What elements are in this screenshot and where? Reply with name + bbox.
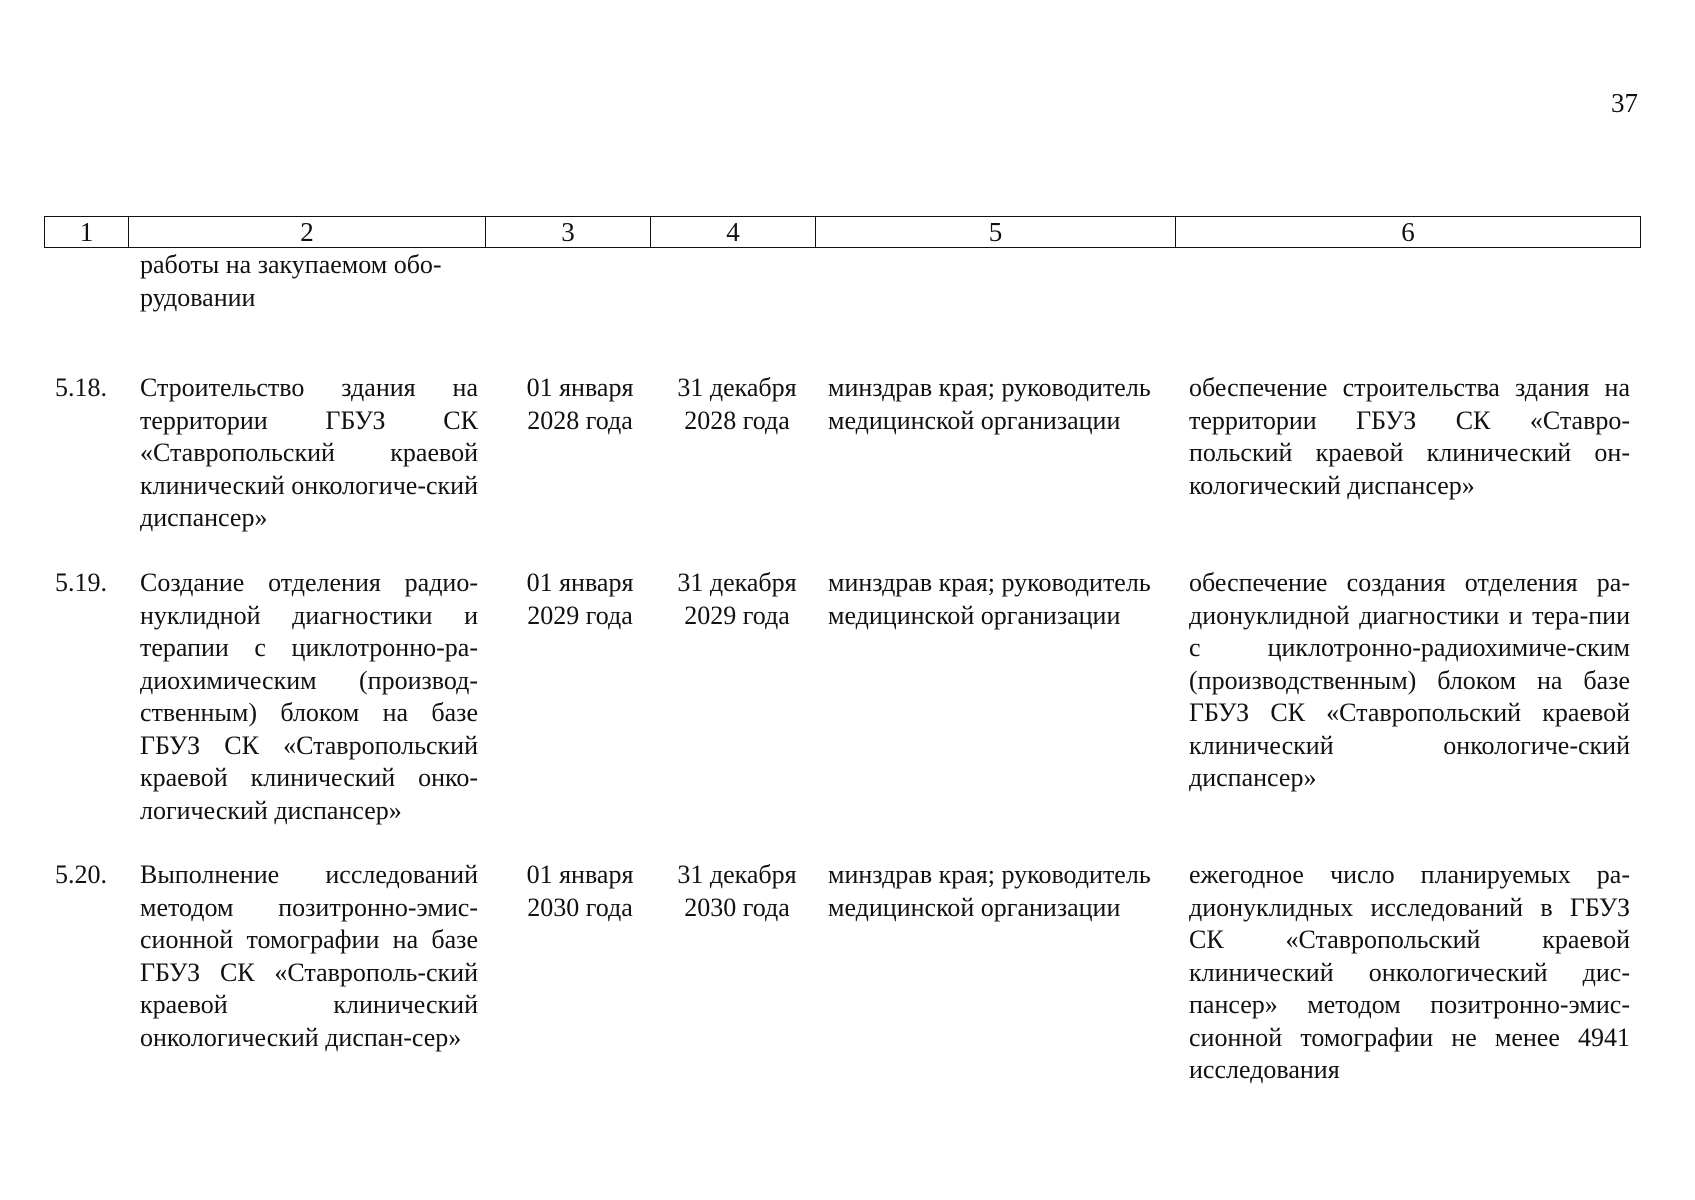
responsible-party: минздрав края; руководитель медицинской организации <box>828 568 1151 630</box>
page-number: 37 <box>1611 88 1638 118</box>
column-header-2: 2 <box>129 217 486 248</box>
end-date: 31 декабря 2029 года <box>677 568 797 630</box>
expected-result: ежегодное число планируемых ра-дионуклидных исследований в ГБУЗ СК «Ставропольский краевой клинический онкологический дис-пансер» методом позитронно-эмис-сионной томографии не менее 4941 исследования <box>1189 860 1630 1084</box>
responsible-party: минздрав края; руководитель медицинской организации <box>828 860 1151 922</box>
start-date: 01 января 2028 года <box>526 373 634 435</box>
row-number: 5.20. <box>55 860 107 889</box>
start-date: 01 января 2029 года <box>526 568 634 630</box>
start-date: 01 января 2030 года <box>526 860 634 922</box>
measure-name: Создание отделения радио-нуклидной диагностики и терапии с циклотронно-ра-диохимическим (производ-ственным) блоком на базе ГБУЗ СК «Ставропольский краевой клинический онко-логический диспансер» <box>140 568 478 825</box>
measure-name: Выполнение исследований методом позитронно-эмис-сионной томографии на базе ГБУЗ СК «Ставрополь-ский краевой клинический онкологический диспан-сер» <box>140 860 478 1052</box>
column-header-4: 4 <box>651 217 816 248</box>
responsible-party: минздрав края; руководитель медицинской организации <box>828 373 1151 435</box>
column-header-5: 5 <box>816 217 1176 248</box>
expected-result: обеспечение создания отделения ра-дионуклидной диагностики и тера-пии с циклотронно-радиохимиче-ским (производственным) блоком на базе ГБУЗ СК «Ставропольский краевой клинический онкологиче-ский диспансер» <box>1189 568 1630 792</box>
end-date: 31 декабря 2028 года <box>677 373 797 435</box>
continuation-text: работы на закупаемом обо-рудовании <box>140 250 442 312</box>
end-date: 31 декабря 2030 года <box>677 860 797 922</box>
column-header-3: 3 <box>486 217 651 248</box>
measure-name: Строительство здания на территории ГБУЗ СК «Ставропольский краевой клинический онкологиче-ский диспансер» <box>140 373 478 532</box>
column-header-table <box>44 216 1641 248</box>
expected-result: обеспечение строительства здания на территории ГБУЗ СК «Ставро-польский краевой клинический он-кологический диспансер» <box>1189 373 1630 500</box>
column-header-1: 1 <box>45 217 129 248</box>
column-header-row <box>45 217 1641 248</box>
row-number: 5.19. <box>55 568 107 597</box>
row-number: 5.18. <box>55 373 107 402</box>
column-header-6: 6 <box>1176 217 1641 248</box>
